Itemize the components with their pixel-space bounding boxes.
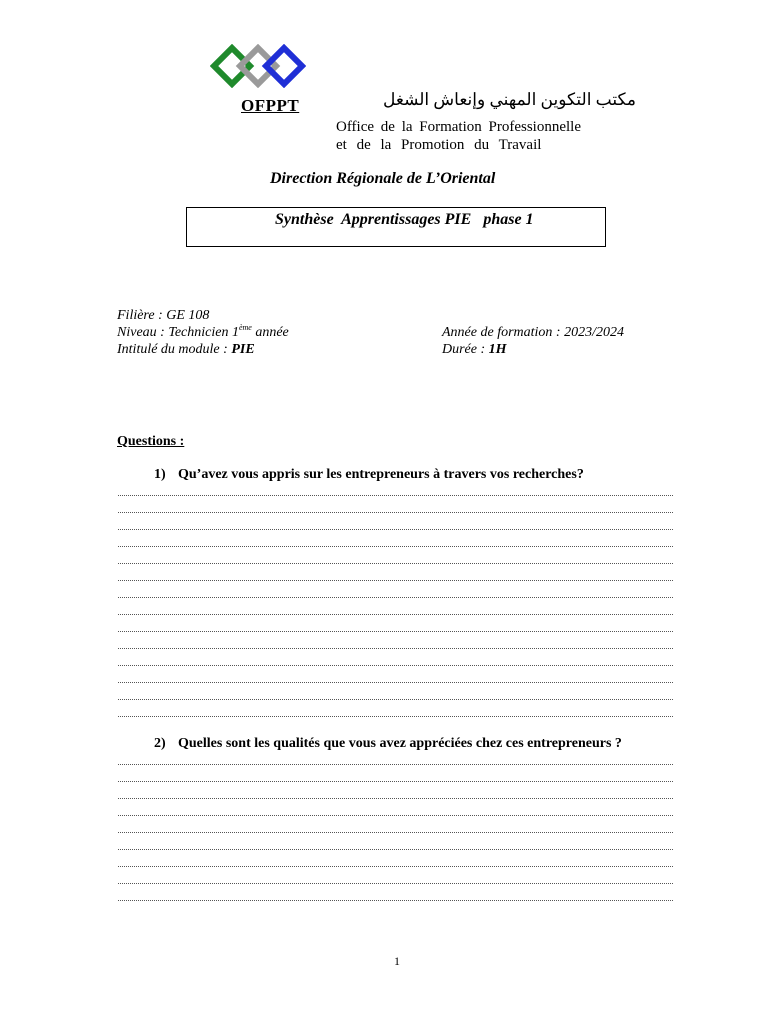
answer-line[interactable] xyxy=(118,764,673,765)
answer-line[interactable] xyxy=(118,866,673,867)
answer-line[interactable] xyxy=(118,597,673,598)
logo-diamond-green xyxy=(214,48,250,84)
answer-line[interactable] xyxy=(118,883,673,884)
duration-value: 1H xyxy=(488,342,507,357)
page-number: 1 xyxy=(394,954,400,968)
duration-info xyxy=(442,342,507,358)
questions-heading: Questions : xyxy=(117,434,185,449)
answer-line[interactable] xyxy=(118,682,673,683)
ofppt-label: OFPPT xyxy=(241,96,300,115)
ofppt-logo-icon xyxy=(210,44,306,88)
answer-line[interactable] xyxy=(118,631,673,632)
answer-line[interactable] xyxy=(118,849,673,850)
niveau-suffix: année xyxy=(251,325,289,340)
niveau-prefix: Niveau : Technicien 1 xyxy=(117,325,239,340)
regional-direction: Direction Régionale de L’Oriental xyxy=(270,170,496,187)
office-name-line1: Office de la Formation Professionnelle xyxy=(336,119,581,135)
answer-line[interactable] xyxy=(118,529,673,530)
question-2-text: Quelles sont les qualités que vous avez appréciées chez ces entrepreneurs ? xyxy=(178,736,622,751)
answer-line[interactable] xyxy=(118,716,673,717)
duration-label: Durée : xyxy=(442,342,489,357)
question-1-number: 1) xyxy=(154,467,166,482)
question-2 xyxy=(154,736,622,752)
title-box xyxy=(186,207,606,247)
answer-line[interactable] xyxy=(118,798,673,799)
answer-line[interactable] xyxy=(118,665,673,666)
answer-line[interactable] xyxy=(118,495,673,496)
office-name-line2: et de la Promotion du Travail xyxy=(336,137,542,153)
answer-line[interactable] xyxy=(118,563,673,564)
niveau-info xyxy=(117,325,289,341)
answer-line[interactable] xyxy=(118,699,673,700)
module-info xyxy=(117,342,255,358)
arabic-institution-name: مكتب التكوين المهني وإنعاش الشغل xyxy=(383,90,636,109)
answer-line[interactable] xyxy=(118,648,673,649)
logo-diamond-gray xyxy=(240,48,276,84)
module-label: Intitulé du module : xyxy=(117,342,232,357)
answer-line[interactable] xyxy=(118,781,673,782)
document-title: Synthèse Apprentissages PIE phase 1 xyxy=(275,211,534,228)
question-1-text: Qu’avez vous appris sur les entrepreneurs à travers vos recherches? xyxy=(178,467,584,482)
answer-line[interactable] xyxy=(118,546,673,547)
training-year-info: Année de formation : 2023/2024 xyxy=(442,325,624,340)
filiere-info: Filière : GE 108 xyxy=(117,308,210,323)
answer-line[interactable] xyxy=(118,900,673,901)
question-1 xyxy=(154,467,584,483)
answer-line[interactable] xyxy=(118,580,673,581)
logo-diamond-blue xyxy=(266,48,302,84)
module-value: PIE xyxy=(231,342,255,357)
niveau-superscript: ème xyxy=(238,323,252,332)
answer-line[interactable] xyxy=(118,512,673,513)
answer-line[interactable] xyxy=(118,832,673,833)
question-2-number: 2) xyxy=(154,736,166,751)
answer-line[interactable] xyxy=(118,614,673,615)
answer-line[interactable] xyxy=(118,815,673,816)
